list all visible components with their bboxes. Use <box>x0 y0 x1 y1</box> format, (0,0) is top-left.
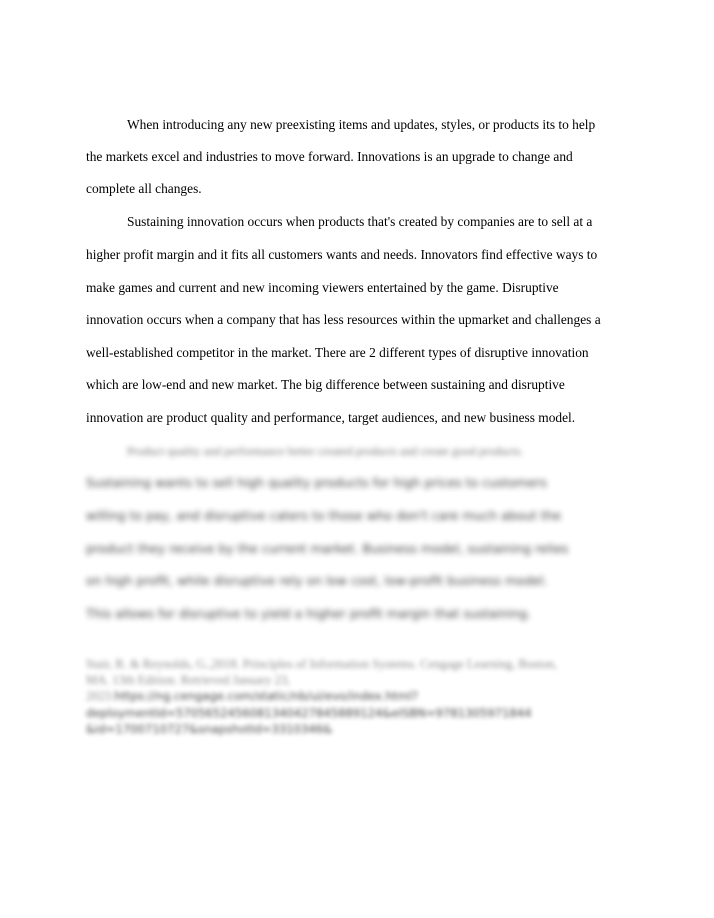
reference-url-part-3[interactable]: &id=1700710727&snapshotId=3310346& <box>86 722 333 736</box>
paragraph-3-line-2: Sustaining wants to sell high quality products for high prices to customers <box>86 475 547 490</box>
paragraph-1-line-1: When introducing any new preexisting items and updates, styles, or products its to help <box>127 117 596 132</box>
paragraph-2-line-2: higher profit margin and it fits all customers wants and needs. Innovators find effective ways to <box>86 247 598 262</box>
paragraph-1-line-3: complete all changes. <box>86 181 202 196</box>
paragraph-3-line-3: willing to pay, and disruptive caters to those who don't care much about the <box>86 508 562 523</box>
paragraph-3-line-4: product they receive by the current market. Business model, sustaining relies <box>86 541 569 556</box>
paragraph-2-line-5: well-established competitor in the market. There are 2 different types of disruptive innovation <box>86 345 589 360</box>
paragraph-2-line-3: make games and current and new incoming viewers entertained by the game. Disruptive <box>86 280 559 295</box>
paragraph-2-line-4: innovation occurs when a company that has less resources within the upmarket and challenges a <box>86 312 601 327</box>
paragraph-2-line-1: Sustaining innovation occurs when products that's created by companies are to sell at a <box>127 214 593 229</box>
paragraph-1-line-2: the markets excel and industries to move forward. Innovations is an upgrade to change and <box>86 149 573 164</box>
paragraph-2-line-6: which are low-end and new market. The big difference between sustaining and disruptive <box>86 377 565 392</box>
paragraph-3-line-6: This allows for disruptive to yield a higher profit margin that sustaining. <box>86 606 532 621</box>
reference-line-2: MA. 13th Edition. Retrieved January 23, <box>86 673 291 687</box>
reference-line-1: Stair, R. & Reynolds, G.,2018. Principles of Information Systems. Cengage Learning, Boston, <box>86 657 557 671</box>
reference-year: 2023. <box>86 689 115 703</box>
paragraph-3-line-1: Product quality and performance better created products and create good products. <box>127 444 524 458</box>
paragraph-2-line-7: innovation are product quality and performance, target audiences, and new business model. <box>86 410 576 425</box>
reference-url-part-1[interactable]: https://ng.cengage.com/static/nb/ui/evo/index.html? <box>114 689 419 703</box>
paragraph-3-line-5: on high profit, while disruptive rely on low cost, low-profit business model. <box>86 573 548 588</box>
reference-url-part-2[interactable]: deploymentId=5705652456081340427845889124&eISBN=9781305971844 <box>86 706 532 720</box>
